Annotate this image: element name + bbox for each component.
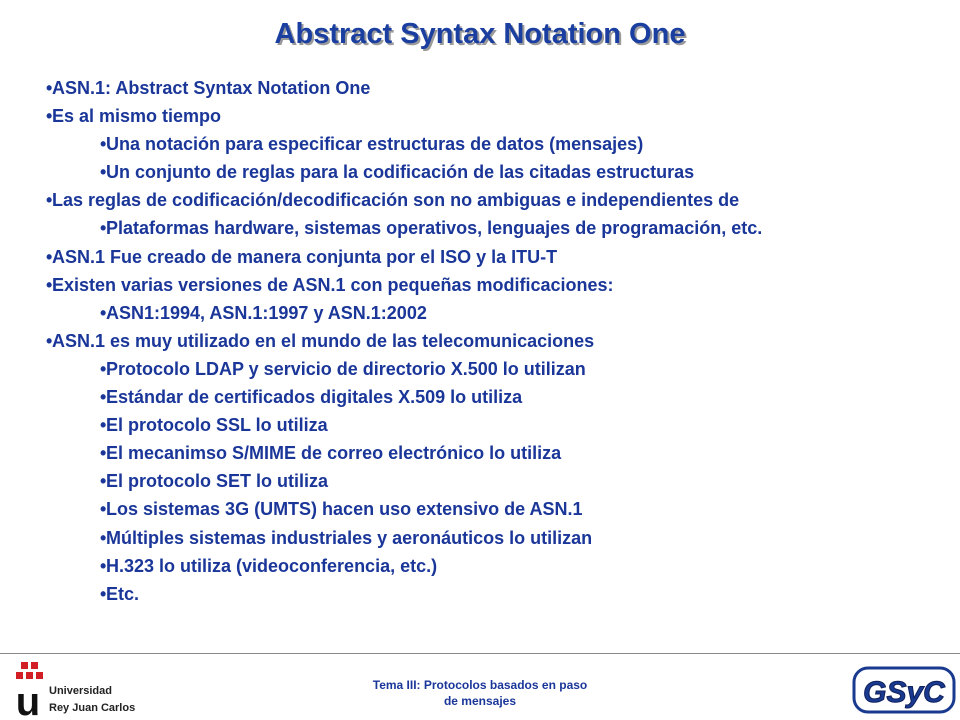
bullet-item: [46, 243, 946, 271]
bullet-list: [46, 74, 946, 608]
footer-caption: [340, 677, 620, 709]
sub-bullet-item: [46, 299, 946, 327]
bullet-marker: •: [100, 499, 107, 520]
bullet-text: H.323 lo utiliza (videoconferencia, etc.): [106, 555, 438, 576]
bullet-text: Una notación para especificar estructuras de datos (mensajes): [106, 134, 644, 155]
bullet-marker: •: [100, 162, 107, 183]
sub-bullet-item: [46, 214, 946, 242]
sub-bullet-item: [46, 130, 946, 158]
urjc-name: [49, 683, 135, 717]
bullet-item: [46, 74, 946, 102]
bullet-item: [46, 102, 946, 130]
gsyc-text: GSyC: [863, 676, 945, 709]
bullet-marker: •: [100, 134, 107, 155]
slide-title: Abstract Syntax Notation One: [274, 18, 686, 50]
bullet-text: Múltiples sistemas industriales y aeronáuticos lo utilizan: [106, 527, 593, 548]
bullet-marker: •: [46, 190, 53, 211]
bullet-marker: •: [100, 555, 107, 576]
sub-bullet-item: [46, 552, 946, 580]
gsyc-logo: [852, 664, 956, 716]
bullet-marker: •: [100, 583, 107, 604]
sub-bullet-item: [46, 467, 946, 495]
bullet-marker: •: [100, 387, 107, 408]
bullet-marker: •: [100, 443, 107, 464]
bullet-marker: •: [100, 218, 107, 239]
bullet-marker: •: [46, 78, 53, 98]
bullet-text: ASN1:1994, ASN.1:1997 y ASN.1:2002: [106, 302, 427, 323]
sub-bullet-item: [46, 439, 946, 467]
bullet-text: Un conjunto de reglas para la codificación de las citadas estructuras: [106, 162, 695, 183]
footer-divider: [0, 653, 960, 654]
bullet-text: Los sistemas 3G (UMTS) hacen uso extensivo de ASN.1: [106, 499, 583, 520]
bullet-text: ASN.1: Abstract Syntax Notation One: [52, 78, 371, 98]
urjc-line2: Rey Juan Carlos: [49, 702, 136, 714]
bullet-item: [46, 271, 946, 299]
bullet-text: Las reglas de codificación/decodificación son no ambiguas e independientes de: [52, 190, 740, 211]
bullet-marker: •: [46, 106, 53, 127]
bullet-item: [46, 327, 946, 355]
bullet-text: Plataformas hardware, sistemas operativos, lenguajes de programación, etc.: [106, 218, 763, 239]
bullet-text: Protocolo LDAP y servicio de directorio X.500 lo utilizan: [106, 358, 586, 379]
sub-bullet-item: [46, 495, 946, 523]
sub-bullet-item: [46, 383, 946, 411]
bullet-marker: •: [100, 358, 107, 379]
bullet-marker: •: [100, 302, 107, 323]
bullet-marker: •: [46, 274, 53, 295]
bullet-marker: •: [46, 246, 53, 267]
bullet-marker: •: [46, 330, 53, 351]
footer-line2: de mensajes: [443, 694, 517, 708]
bullet-marker: •: [100, 415, 107, 436]
bullet-text: Es al mismo tiempo: [52, 106, 222, 127]
bullet-text: ASN.1 Fue creado de manera conjunta por el ISO y la ITU-T: [52, 246, 558, 267]
sub-bullet-item: [46, 580, 946, 608]
bullet-text: El protocolo SET lo utiliza: [106, 471, 329, 492]
bullet-text: Existen varias versiones de ASN.1 con pequeñas modificaciones:: [52, 274, 614, 295]
bullet-text: El mecanimso S/MIME de correo electrónico lo utiliza: [106, 443, 562, 464]
footer-line1: Tema III: Protocolos basados en paso: [372, 678, 588, 692]
sub-bullet-item: [46, 524, 946, 552]
urjc-line1: Universidad: [49, 685, 112, 697]
bullet-marker: •: [100, 471, 107, 492]
bullet-text: ASN.1 es muy utilizado en el mundo de las telecomunicaciones: [52, 330, 595, 351]
sub-bullet-item: [46, 411, 946, 439]
bullet-item: [46, 186, 946, 214]
bullet-text: Etc.: [106, 583, 140, 604]
bullet-text: Estándar de certificados digitales X.509 lo utiliza: [106, 387, 523, 408]
sub-bullet-item: [46, 355, 946, 383]
bullet-marker: •: [100, 527, 107, 548]
bullet-text: El protocolo SSL lo utiliza: [106, 415, 328, 436]
sub-bullet-item: [46, 158, 946, 186]
urjc-letter: u: [15, 680, 41, 718]
